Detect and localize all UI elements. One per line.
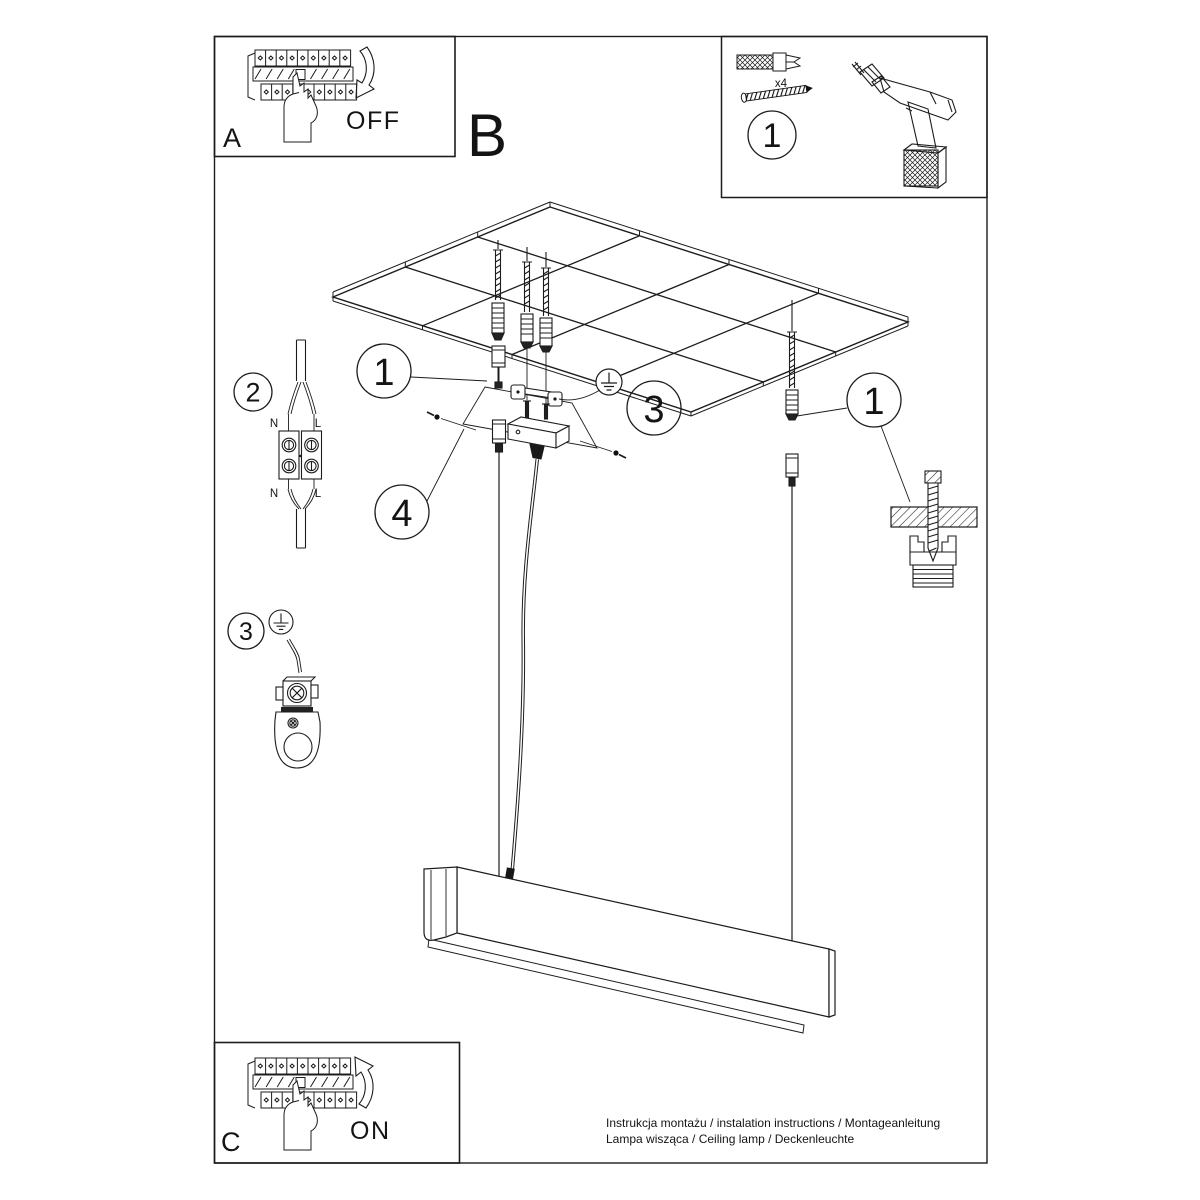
drill-icon	[852, 62, 956, 188]
breaker-panel-c-drawing	[248, 1058, 357, 1150]
live-label-bottom: L	[314, 488, 322, 500]
ground-wire	[287, 639, 302, 673]
step-c-box	[215, 1043, 460, 1164]
power-cord	[511, 459, 536, 870]
live-label-top: L	[314, 418, 322, 430]
step-c-label: C	[221, 1127, 241, 1157]
arrow-up-icon	[355, 1057, 373, 1108]
suspension-wires	[499, 452, 792, 941]
svg-text:1: 1	[863, 381, 885, 423]
step-a-box	[215, 37, 456, 157]
callout-3b-label: 3	[239, 618, 253, 646]
footer-line-2: Lampa wisząca / Ceiling lamp / Deckenleuchte	[606, 1132, 855, 1146]
wall-plug-icon	[737, 53, 800, 71]
neutral-label-bottom: N	[269, 488, 279, 500]
lamp-fixture	[424, 867, 835, 1033]
lamp-end-cap	[424, 867, 457, 940]
ground-symbol	[559, 369, 622, 400]
footer	[606, 1116, 940, 1146]
svg-text:4: 4	[391, 493, 413, 535]
step-a-label: A	[223, 123, 242, 153]
neutral-label-top: N	[269, 418, 279, 430]
tools-callout-1	[748, 111, 796, 159]
on-label: ON	[350, 1117, 391, 1145]
svg-text:1: 1	[373, 352, 395, 394]
callout-1-left	[357, 344, 487, 398]
callout-4	[375, 429, 464, 539]
svg-text:1: 1	[762, 117, 782, 155]
tools-box	[722, 37, 988, 198]
page-border	[215, 37, 988, 1164]
ceiling-cross-section	[891, 471, 977, 587]
anchor-qty-label: x4	[774, 78, 788, 90]
callout-3	[627, 381, 681, 435]
footer-line-1: Instrukcja montażu / instalation instructions / Montageanleitung	[606, 1116, 941, 1130]
step-b-label: B	[467, 102, 508, 169]
arrow-down-icon	[356, 47, 374, 98]
svg-text:3: 3	[643, 389, 665, 431]
off-label: OFF	[346, 107, 401, 135]
cable-gland	[530, 444, 544, 459]
ground-symbol-small	[269, 610, 293, 634]
callout-1-right	[797, 373, 910, 502]
connector-detail	[234, 340, 322, 548]
callout-2-label: 2	[245, 377, 261, 408]
breaker-panel-a-drawing	[248, 50, 357, 142]
